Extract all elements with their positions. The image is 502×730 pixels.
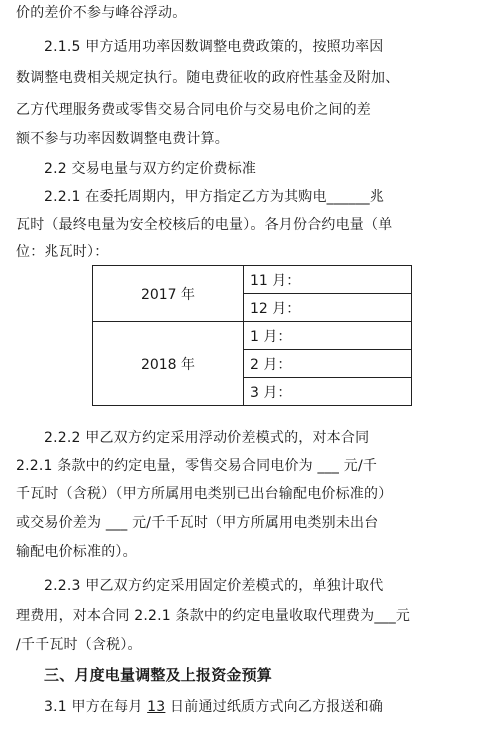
paragraph-line: 输配电价标准的）。: [16, 544, 137, 560]
clause-text: 日前通过纸质方式向乙方报送和确: [170, 699, 384, 715]
chapter-heading: 三、月度电量调整及上报资金预算: [44, 666, 273, 684]
paragraph-line: 额不参与功率因数调整电费计算。: [16, 131, 229, 147]
paragraph-line: 价的差价不参与峰谷浮动。: [16, 5, 187, 21]
paragraph-line: 数调整电费相关规定执行。随电费征收的政府性基金及附加、: [16, 70, 400, 86]
paragraph-line: 瓦时（最终电量为安全校核后的电量）。各月份合约电量（单: [16, 217, 393, 233]
clause-text: 3.1 甲方在每月: [44, 699, 143, 715]
paragraph-line: 2.2.2 甲乙双方约定采用浮动价差模式的，对本合同: [44, 430, 370, 446]
paragraph-line: 2.2.1 条款中的约定电量，零售交易合同电价为 ___ 元/千: [16, 458, 378, 474]
paragraph-line: 或交易价差为 ___ 元/千千瓦时（甲方所属用电类别未出台: [16, 515, 379, 531]
paragraph-line: 2.2.1 在委托周期内，甲方指定乙方为其购电______兆: [44, 189, 385, 205]
paragraph-line: 2.1.5 甲方适用功率因数调整电费政策的，按照功率因: [44, 39, 384, 55]
year-2017-cell: 2017 年: [93, 266, 244, 322]
paragraph-line: [44, 697, 492, 717]
month-cell: 11 月：: [244, 266, 412, 294]
month-cell: 2 月：: [244, 350, 412, 378]
paragraph-line: 位：兆瓦时）：: [16, 244, 109, 260]
month-cell: 3 月：: [244, 378, 412, 406]
paragraph-line: 乙方代理服务费或零售交易合同电价与交易电价之间的差: [16, 102, 371, 118]
paragraph-line: 2.2.3 甲乙双方约定采用固定价差模式的，单独计取代: [44, 578, 384, 594]
monthly-volume-table: [92, 265, 412, 406]
paragraph-line: /千千瓦时（含税）。: [16, 637, 142, 653]
month-cell: 1 月：: [244, 322, 412, 350]
month-cell: 12 月：: [244, 294, 412, 322]
paragraph-line: 理费用，对本合同 2.2.1 条款中的约定电量收取代理费为___元: [16, 608, 411, 624]
paragraph-line: 千瓦时（含税）（甲方所属用电类别已出台输配电价标准的）: [16, 486, 393, 502]
underlined-day: 13: [147, 699, 166, 715]
section-heading: 2.2 交易电量与双方约定价费标准: [44, 161, 257, 177]
year-2018-cell: 2018 年: [93, 322, 244, 406]
